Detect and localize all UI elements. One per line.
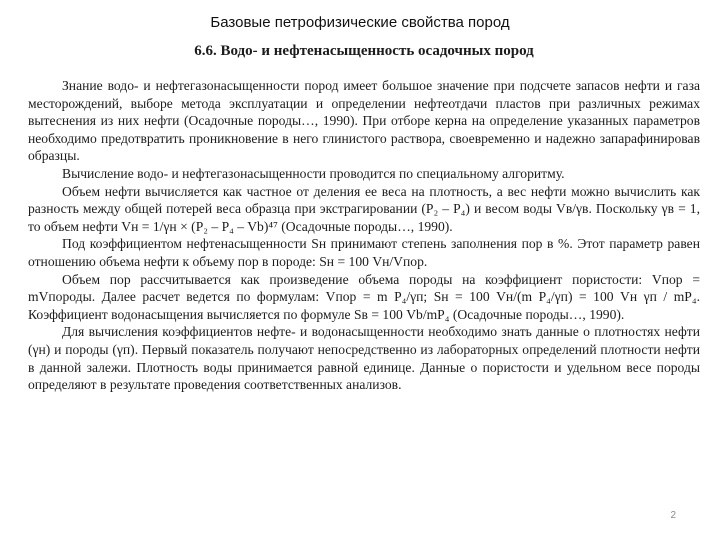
paragraph-6: Для вычисления коэффициентов нефте- и водонасыщенности необходимо знать данные о плотностях нефти (γн) и породы (γп). Первый показатель получают непосредственно из лабораторных определений плотности нефти в данной залежи. Плотность воды принимается равной единице. Данные о пористости и удельном весе породы определяют в результате проведения соответственных анализов. <box>28 324 700 393</box>
paragraph-4: Под коэффициентом нефтенасыщенности Sн принимают степень заполнения пор в %. Этот параметр равен отношению объема нефти к объему пор в породе: Sн = 100 Vн/Vпор. <box>28 236 700 269</box>
paragraph-3: Объем нефти вычисляется как частное от деления ее веса на плотность, а вес нефти можно вычислить как разность между общей потерей веса образца при экстрагировании (P₂ – P₄) и весом воды Vв/γв. Поскольку γв = 1, то объем нефти Vн = 1/γн × (P₂ – P₄ – Vb)⁴⁷ (Осадочные породы…, 1990). <box>28 183 700 234</box>
section-heading: 6.6. Водо- и нефтенасыщенность осадочных пород <box>194 43 534 59</box>
paragraph-5: Объем пор рассчитывается как произведение объема породы на коэффициент пористости: Vпор = mVпороды. Далее расчет ведется по формулам: Vпор = m P₄/γп; Sн = 100 Vн/(m P₄/γп) = 100 Vн γп / mP₄. Коэффициент водонасыщения вычисляется по формуле Sв = 100 Vb/mP₄ (Осадочные породы…, 1990). <box>28 271 700 322</box>
paragraph-1: Знание водо- и нефтегазонасыщенности пород имеет большое значение при подсчете запасов нефти и газа месторождений, выборе метода эксплуатации и определении нефтеотдачи пластов при различных режимах вытеснения из них нефти (Осадочные породы…, 1990). При отборе керна на определение указанных параметров необходимо предотвратить проникновение в него глинистого раствора, своевременно и надежно запарафинировав образцы. <box>28 78 700 164</box>
paragraph-2: Вычисление водо- и нефтегазонасыщенности проводится по специальному алгоритму. <box>62 165 565 181</box>
page-number: 2 <box>670 510 676 521</box>
slide-title: Базовые петрофизические свойства пород <box>210 14 510 31</box>
scanned-document <box>28 42 700 508</box>
